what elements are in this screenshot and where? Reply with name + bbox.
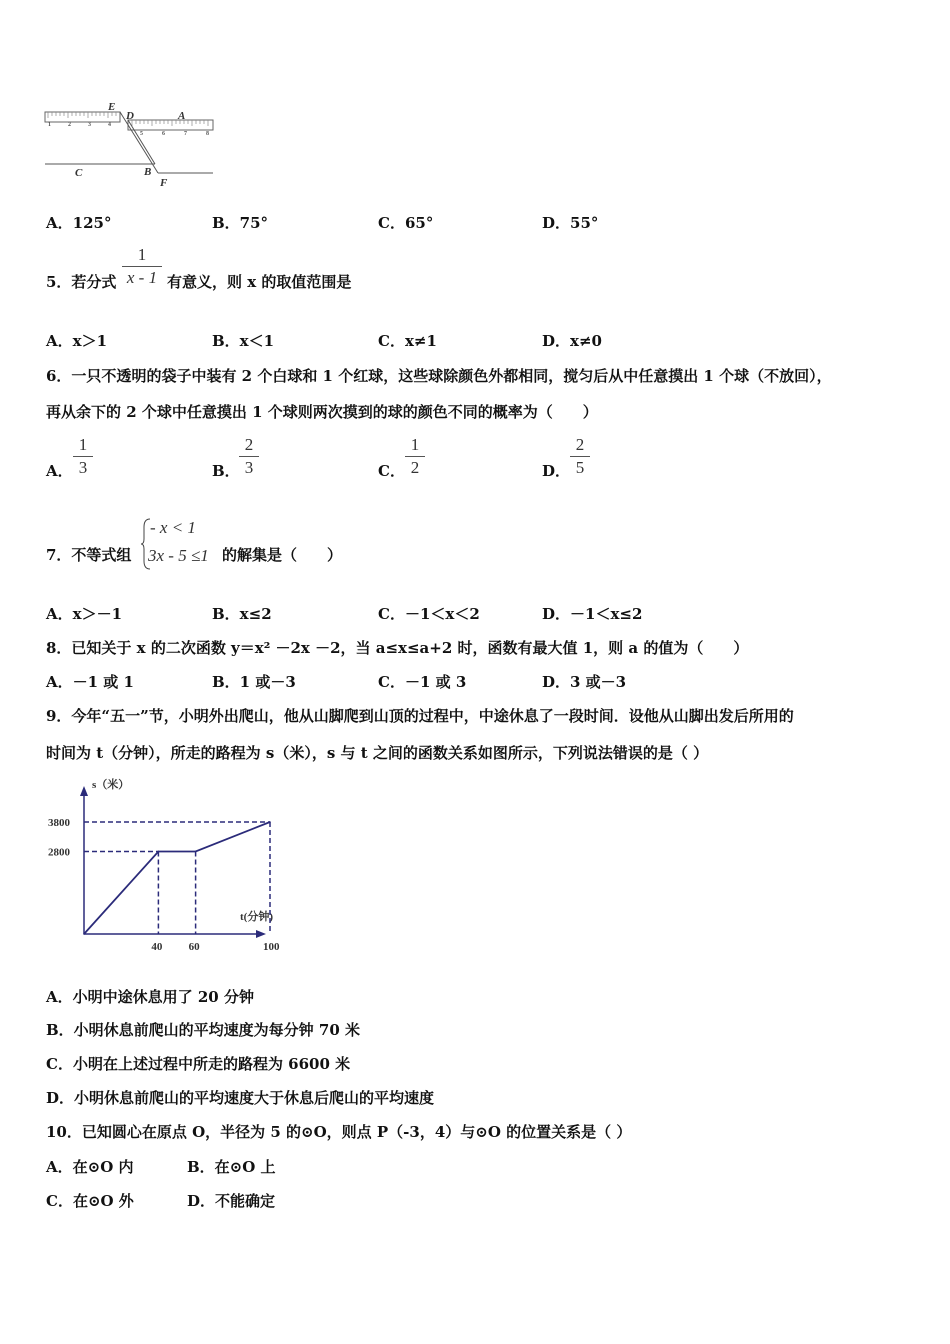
q8-option-c[interactable]: C．－1 或 3 xyxy=(378,673,467,691)
q6-a-num: 1 xyxy=(78,435,88,454)
x-tick-label: 60 xyxy=(188,941,200,953)
q10-option-c[interactable]: C．在⊙O 外 xyxy=(46,1192,134,1210)
x-tick-label: 100 xyxy=(263,941,280,953)
q7-option-b[interactable]: B．x≤2 xyxy=(212,605,272,623)
q9-distance-time-chart xyxy=(40,772,290,962)
q5-option-d[interactable]: D．x≠0 xyxy=(542,332,602,350)
data-point xyxy=(158,851,160,853)
q6-b-den: 3 xyxy=(244,458,254,477)
q5-fraction xyxy=(122,245,162,288)
ruler-mark-1: 1 xyxy=(48,122,51,128)
label-A: A xyxy=(178,110,186,122)
label-C: C xyxy=(75,167,83,179)
q5-fraction-numerator: 1 xyxy=(137,245,147,264)
ruler-mark-8: 8 xyxy=(206,131,209,137)
x-tick-label: 40 xyxy=(151,941,163,953)
q5-option-b[interactable]: B．x＜1 xyxy=(212,332,275,350)
q4-option-c[interactable]: C．65° xyxy=(378,214,434,232)
q7-option-a[interactable]: A．x＞－1 xyxy=(46,605,123,623)
q7-inequality-2: 3x - 5 ≤1 xyxy=(148,546,209,565)
q10-option-d[interactable]: D．不能确定 xyxy=(187,1192,276,1210)
q6-option-c-label[interactable]: C． xyxy=(378,462,405,480)
ruler-mark-2: 2 xyxy=(68,122,71,128)
q7-option-d[interactable]: D．－1＜x≤2 xyxy=(542,605,643,623)
data-point xyxy=(269,821,271,823)
q4-option-a[interactable]: A．125° xyxy=(46,214,112,232)
ruler-mark-6: 6 xyxy=(162,131,165,137)
q5-option-a[interactable]: A．x＞1 xyxy=(46,332,108,350)
q8-option-d[interactable]: D．3 或－3 xyxy=(542,673,627,691)
q6-d-num: 2 xyxy=(575,435,585,454)
q5-fraction-denominator: x - 1 xyxy=(126,268,158,287)
label-F: F xyxy=(160,177,168,189)
q10-stem: 10．已知圆心在原点 O，半径为 5 的⊙O，则点 P（-3，4）与⊙O 的位置关系是（ ） xyxy=(46,1123,632,1141)
q9-stem-line1: 9．今年“五一”节，小明外出爬山，他从山脚爬到山顶的过程中，中途休息了一段时间．设他从山脚出发后所用的 xyxy=(46,707,794,725)
y-tick-label: 2800 xyxy=(48,846,70,859)
q9-option-b[interactable]: B．小明休息前爬山的平均速度为每分钟 70 米 xyxy=(46,1021,360,1039)
q4-option-b[interactable]: B．75° xyxy=(212,214,269,232)
q7-suffix: 的解集是（ ） xyxy=(222,546,343,564)
data-point xyxy=(83,933,85,935)
y-tick-label: 3800 xyxy=(48,817,70,829)
q6-option-c-fraction[interactable] xyxy=(405,435,425,478)
q8-option-a[interactable]: A．－1 或 1 xyxy=(46,673,134,691)
y-axis-arrow xyxy=(80,786,88,796)
q8-option-b[interactable]: B．1 或－3 xyxy=(212,673,296,691)
label-D: D xyxy=(126,110,134,122)
ruler-mark-5: 5 xyxy=(140,131,143,137)
data-point xyxy=(195,851,197,853)
q6-a-den: 3 xyxy=(78,458,88,477)
ruler-mark-3: 3 xyxy=(88,122,91,128)
q6-option-b-fraction[interactable] xyxy=(239,435,259,478)
label-E: E xyxy=(108,101,116,113)
q7-option-c[interactable]: C．－1＜x＜2 xyxy=(378,605,480,623)
q9-option-c[interactable]: C．小明在上述过程中所走的路程为 6600 米 xyxy=(46,1055,351,1073)
q6-option-b-label[interactable]: B． xyxy=(212,462,240,480)
label-B: B xyxy=(144,166,152,178)
q6-option-a-fraction[interactable] xyxy=(73,435,93,478)
ruler-mark-4: 4 xyxy=(108,122,111,128)
q4-option-d[interactable]: D．55° xyxy=(542,214,599,232)
q6-stem-line1: 6．一只不透明的袋子中装有 2 个白球和 1 个红球，这些球除颜色外都相同，搅匀后从中任意摸出 1 个球（不放回）， xyxy=(46,367,832,385)
q8-stem: 8．已知关于 x 的二次函数 y＝x² －2x －2，当 a≤x≤a+2 时，函数有最大值 1，则 a 的值为（ ） xyxy=(46,639,749,657)
ruler-mark-7: 7 xyxy=(184,131,187,137)
q6-c-num: 1 xyxy=(410,435,420,454)
q9-option-d[interactable]: D．小明休息前爬山的平均速度大于休息后爬山的平均速度 xyxy=(46,1089,435,1107)
q6-option-a-label[interactable]: A． xyxy=(46,462,73,480)
q5-suffix: 有意义，则 x 的取值范围是 xyxy=(167,273,352,291)
q6-d-den: 5 xyxy=(575,458,585,477)
q9-option-a[interactable]: A．小明中途休息用了 20 分钟 xyxy=(46,988,254,1006)
q10-option-b[interactable]: B．在⊙O 上 xyxy=(187,1158,276,1176)
x-axis-label: t(分钟) xyxy=(240,911,273,923)
q6-c-den: 2 xyxy=(410,458,420,477)
q9-stem-line2: 时间为 t（分钟），所走的路程为 s（米），s 与 t 之间的函数关系如图所示，下列说法错误的是（ ） xyxy=(46,744,709,762)
q6-option-d-fraction[interactable] xyxy=(570,435,590,478)
q6-option-d-label[interactable]: D． xyxy=(542,462,571,480)
q7-inequality-1: - x < 1 xyxy=(150,518,196,537)
q5-prefix: 5．若分式 xyxy=(46,273,117,291)
q6-stem-line2: 再从余下的 2 个球中任意摸出 1 个球则两次摸到的球的颜色不同的概率为（ ） xyxy=(46,403,598,421)
q7-prefix: 7．不等式组 xyxy=(46,546,132,564)
q10-option-a[interactable]: A．在⊙O 内 xyxy=(46,1158,134,1176)
q5-option-c[interactable]: C．x≠1 xyxy=(378,332,437,350)
q4-ruler-figure xyxy=(40,98,225,193)
x-axis-arrow xyxy=(256,930,266,938)
q6-b-num: 2 xyxy=(244,435,254,454)
y-axis-label: s（米） xyxy=(92,779,130,791)
